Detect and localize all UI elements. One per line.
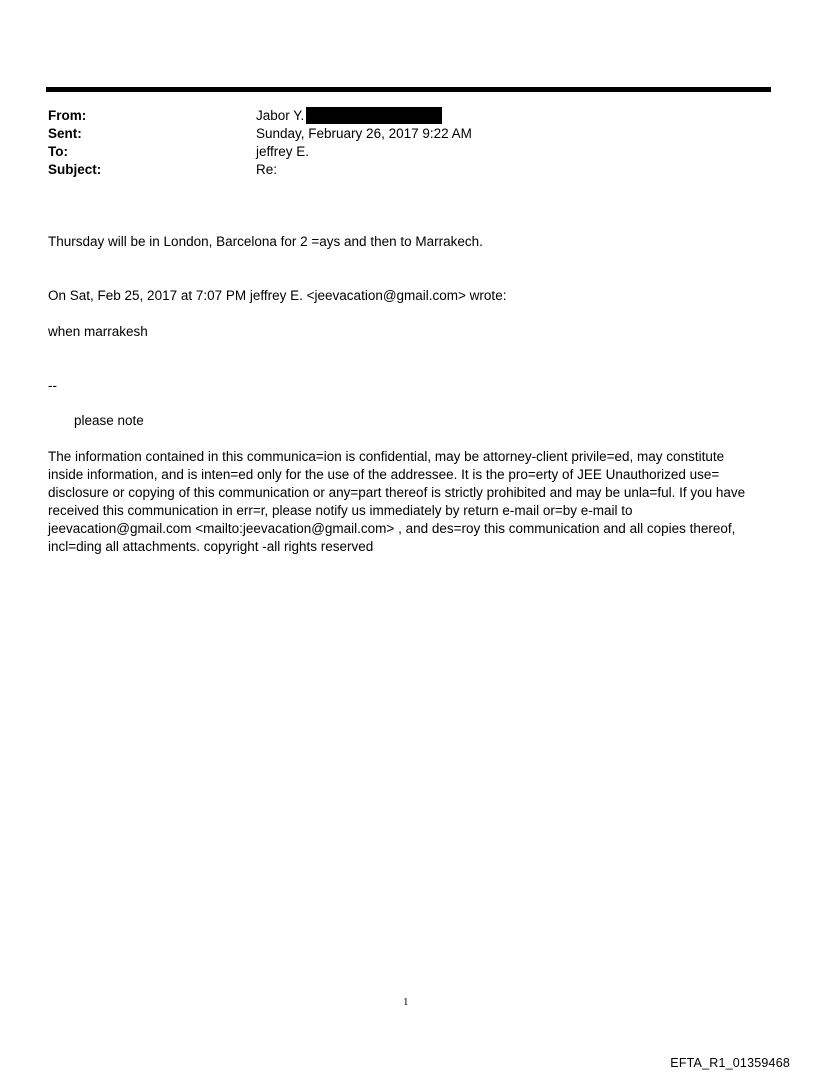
subject-label: Subject: (48, 162, 102, 177)
reply-text: Thursday will be in London, Barcelona for 2 =ays and then to Marrakech. (48, 234, 483, 249)
disclaimer-line: received this communication in err=r, please notify us immediately by return e-mail or=by e-mail to (48, 503, 633, 518)
disclaimer (48, 448, 768, 556)
from-row (48, 107, 748, 125)
to-row (48, 143, 748, 161)
disclaimer-line: disclosure or copying of this communication or any=part thereof is strictly prohibited and may be unla=ful. If you have (48, 485, 746, 500)
header-rule (46, 87, 771, 92)
sent-label: Sent: (48, 126, 82, 141)
to-value: jeffrey E. (256, 144, 310, 159)
note-heading: please note (74, 413, 144, 428)
sent-row (48, 125, 748, 143)
sent-value: Sunday, February 26, 2017 9:22 AM (256, 126, 472, 141)
page-number: 1 (403, 996, 409, 1008)
disclaimer-line: inside information, and is inten=ed only for the use of the addressee. It is the pro=erty of JEE Unauthorized use= (48, 467, 720, 482)
disclaimer-line: The information contained in this communica=ion is confidential, may be attorney-client privile=ed, may constitute (48, 449, 725, 464)
subject-value: Re: (256, 162, 278, 177)
document-id: EFTA_R1_01359468 (670, 1056, 790, 1070)
to-label: To: (48, 144, 68, 159)
subject-row (48, 161, 748, 179)
email-header (48, 107, 748, 179)
from-value (256, 107, 442, 125)
disclaimer-line: jeevacation@gmail.com <mailto:jeevacation@gmail.com> , and des=roy this communication and all copies thereof, (48, 521, 736, 536)
signature-separator: -- (48, 378, 57, 393)
quote-body: when marrakesh (48, 324, 148, 339)
redaction-box (306, 107, 442, 124)
from-label: From: (48, 108, 87, 123)
from-name: Jabor Y. (256, 108, 305, 123)
disclaimer-line: incl=ding all attachments. copyright -all rights reserved (48, 539, 374, 554)
quote-intro: On Sat, Feb 25, 2017 at 7:07 PM jeffrey E. <jeevacation@gmail.com> wrote: (48, 288, 507, 303)
